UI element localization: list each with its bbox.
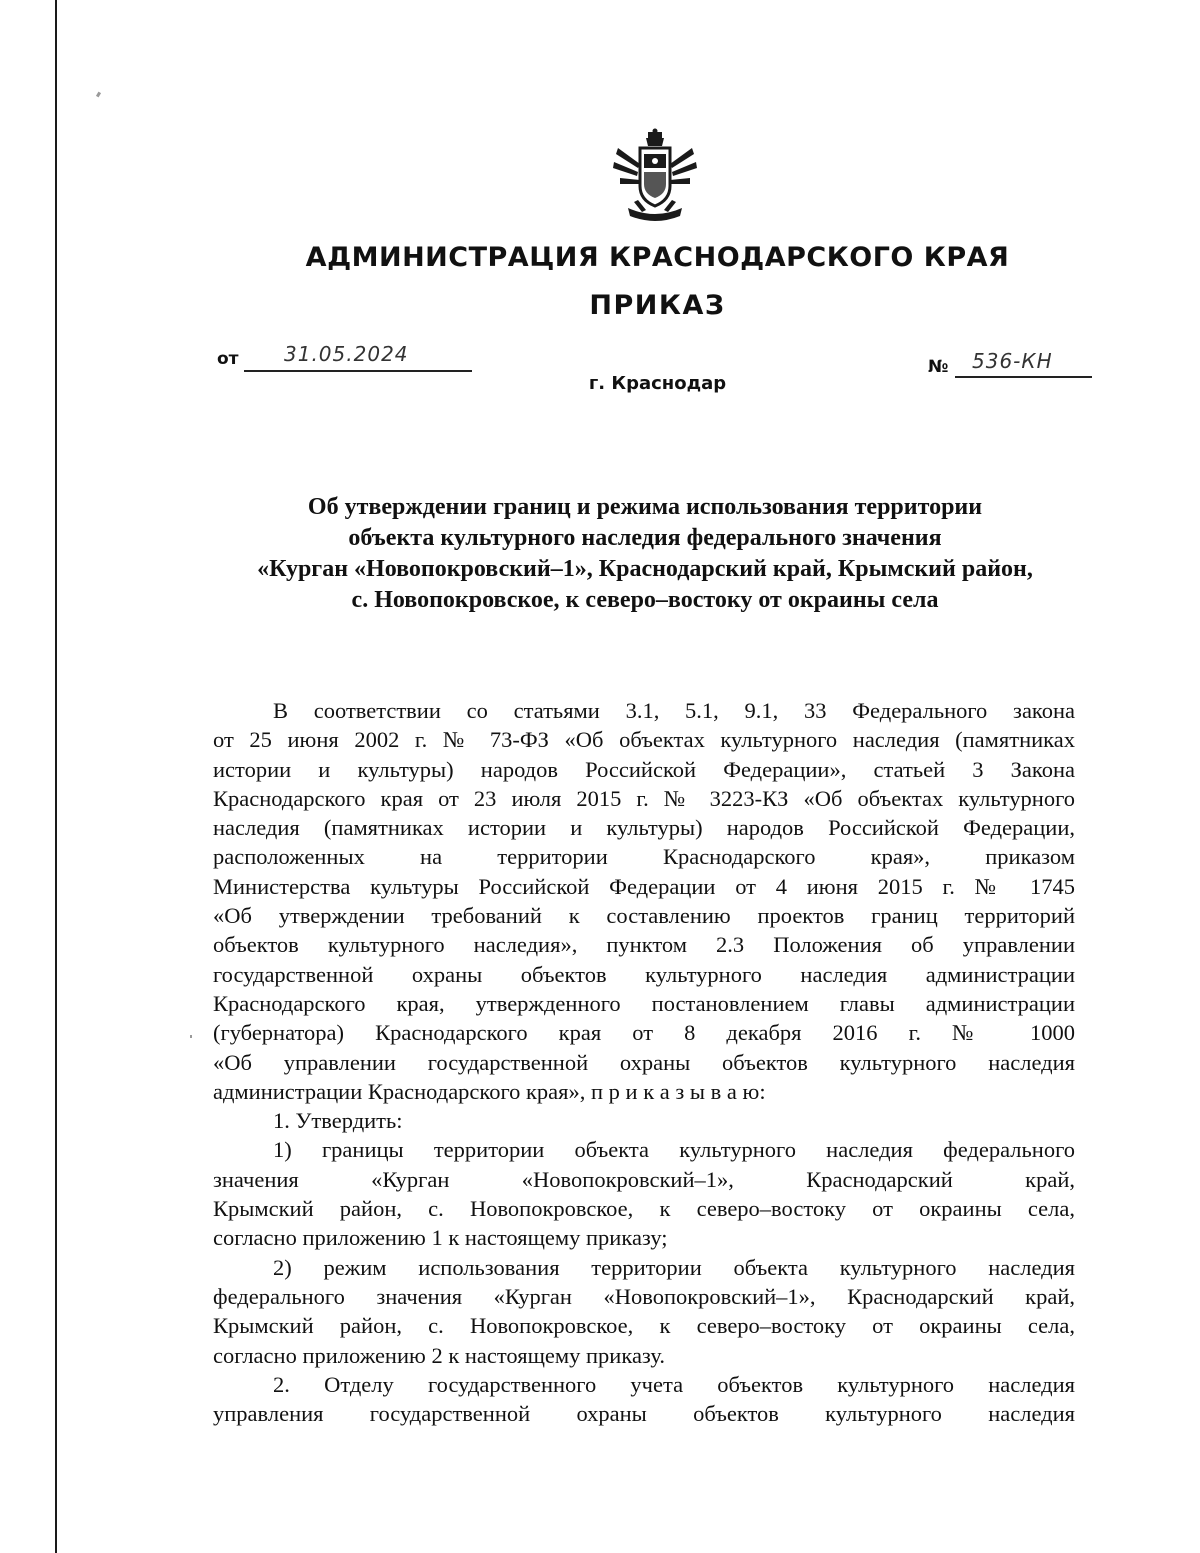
body-line: федерального значения «Курган «Новопокровский–1», Краснодарский край, xyxy=(213,1283,1075,1309)
date-underline xyxy=(244,370,472,372)
body-line: «Об управлении государственной охраны объектов культурного наследия xyxy=(213,1049,1075,1075)
body-line: расположенных на территории Краснодарского края», приказом xyxy=(213,844,1075,870)
coat-of-arms-icon xyxy=(610,128,700,228)
title-line: «Курган «Новопокровский–1», Краснодарский край, Крымский район, xyxy=(257,556,1033,582)
body-line: Крымский район, с. Новопокровское, к северо–востоку от окраины села, xyxy=(213,1313,1075,1339)
scan-page-edge xyxy=(55,0,57,1553)
body-line: управления государственной охраны объектов культурного наследия xyxy=(213,1401,1075,1427)
body-line: Краснодарского края, утвержденного постановлением главы администрации xyxy=(213,990,1075,1016)
body-line: согласно приложению 2 к настоящему приказу. xyxy=(213,1342,665,1368)
handwritten-number: 536-КН xyxy=(972,349,1053,373)
item-1-paragraph xyxy=(213,1106,1075,1135)
document-type: ПРИКАЗ xyxy=(589,290,726,321)
number-label: № xyxy=(928,357,949,377)
scan-speck xyxy=(190,1035,192,1038)
preamble-paragraph xyxy=(213,696,1075,1106)
date-label: от xyxy=(217,349,239,369)
organization-name: АДМИНИСТРАЦИЯ КРАСНОДАРСКОГО КРАЯ xyxy=(305,242,1010,273)
number-underline xyxy=(955,376,1092,378)
body-line: истории и культуры) народов Российской Федерации», статьей 3 Закона xyxy=(213,756,1075,782)
body-line: (губернатора) Краснодарского края от 8 декабря 2016 г. № 1000 xyxy=(213,1020,1075,1046)
handwritten-date: 31.05.2024 xyxy=(284,342,409,366)
body-line: значения «Курган «Новопокровский–1», Краснодарский край, xyxy=(213,1166,1075,1192)
item-1-1-paragraph xyxy=(213,1135,1075,1252)
item-1-2-paragraph xyxy=(213,1253,1075,1370)
body-line: наследия (памятниках истории и культуры) народов Российской Федерации, xyxy=(213,815,1075,841)
body-line: администрации Краснодарского края», п р и к а з ы в а ю: xyxy=(213,1078,766,1104)
body-line: объектов культурного наследия», пунктом 2.3 Положения об управлении xyxy=(213,932,1075,958)
body-line: 1. Утвердить: xyxy=(273,1108,403,1134)
body-line: В соответствии со статьями 3.1, 5.1, 9.1, 33 Федерального закона xyxy=(273,698,1075,723)
body-line: Крымский район, с. Новопокровское, к северо–востоку от окраины села, xyxy=(213,1196,1075,1222)
title-line: Об утверждении границ и режима использования территории xyxy=(307,494,983,520)
body-line: «Об утверждении требований к составлению проектов границ территорий xyxy=(213,903,1075,929)
body-line: 2. Отделу государственного учета объектов культурного наследия xyxy=(273,1371,1075,1397)
body-line: от 25 июня 2002 г. № 73-ФЗ «Об объектах культурного наследия (памятниках xyxy=(213,727,1075,753)
document-title xyxy=(200,492,1090,616)
title-line: с. Новопокровское, к северо–востоку от окраины села xyxy=(351,587,939,613)
title-line: объекта культурного наследия федерального значения xyxy=(348,525,942,551)
item-2-paragraph xyxy=(213,1370,1075,1429)
body-line: согласно приложению 1 к настоящему приказу; xyxy=(213,1225,668,1251)
body-line: 1) границы территории объекта культурного наследия федерального xyxy=(273,1137,1075,1163)
body-line: 2) режим использования территории объекта культурного наследия xyxy=(273,1254,1075,1280)
issue-city: г. Краснодар xyxy=(588,373,727,394)
document-body xyxy=(213,696,1075,1428)
body-line: государственной охраны объектов культурного наследия администрации xyxy=(213,961,1075,987)
scan-speck xyxy=(96,92,101,98)
body-line: Министерства культуры Российской Федерации от 4 июня 2015 г. № 1745 xyxy=(213,873,1075,899)
body-line: Краснодарского края от 23 июля 2015 г. № 3223-КЗ «Об объектах культурного xyxy=(213,785,1075,811)
